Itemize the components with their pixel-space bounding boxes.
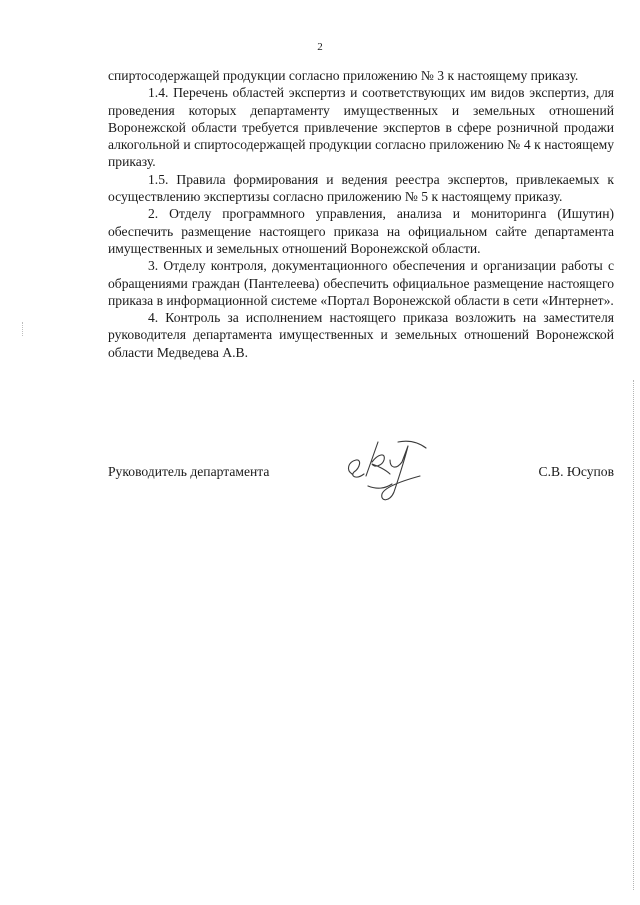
document-body (108, 67, 614, 361)
paragraph-1-4: 1.4. Перечень областей экспертиз и соответствующих им видов экспертиз, для проведения которых департаменту имущественных и земельных отношений Воронежской области требуется привлечение экспертов в сфере розничной продажи алкогольной и спиртосодержащей продукции согласно приложению № 4 к настоящему приказу. (108, 85, 614, 170)
signer-position: Руководитель департамента (108, 464, 270, 479)
paragraph-continuation: спиртосодержащей продукции согласно приложению № 3 к настоящему приказу. (108, 68, 579, 83)
handwritten-signature (338, 436, 430, 508)
scan-edge-artifact (632, 380, 634, 890)
paragraph-1-5: 1.5. Правила формирования и ведения реестра экспертов, привлекаемых к осуществлению экспертизы согласно приложению № 5 к настоящему приказу. (108, 171, 614, 205)
paragraph-2: 2. Отделу программного управления, анализа и мониторинга (Ишутин) обеспечить размещение настоящего приказа на официальном сайте департамента имущественных и земельных отношений Воронежской области. (108, 206, 614, 256)
signer-name: С.В. Юсупов (538, 464, 614, 479)
paragraph-3: 3. Отделу контроля, документационного обеспечения и организации работы с обращениями граждан (Пантелеева) обеспечить официальное размещение настоящего приказа в информационной системе «Портал Воронежской области в сети «Интернет». (108, 258, 614, 308)
paragraph-4: 4. Контроль за исполнением настоящего приказа возложить на заместителя руководителя департамента имущественных и земельных отношений Воронежской области Медведева А.В. (108, 310, 614, 360)
scan-artifact (22, 322, 24, 336)
page-number: 2 (317, 41, 323, 53)
